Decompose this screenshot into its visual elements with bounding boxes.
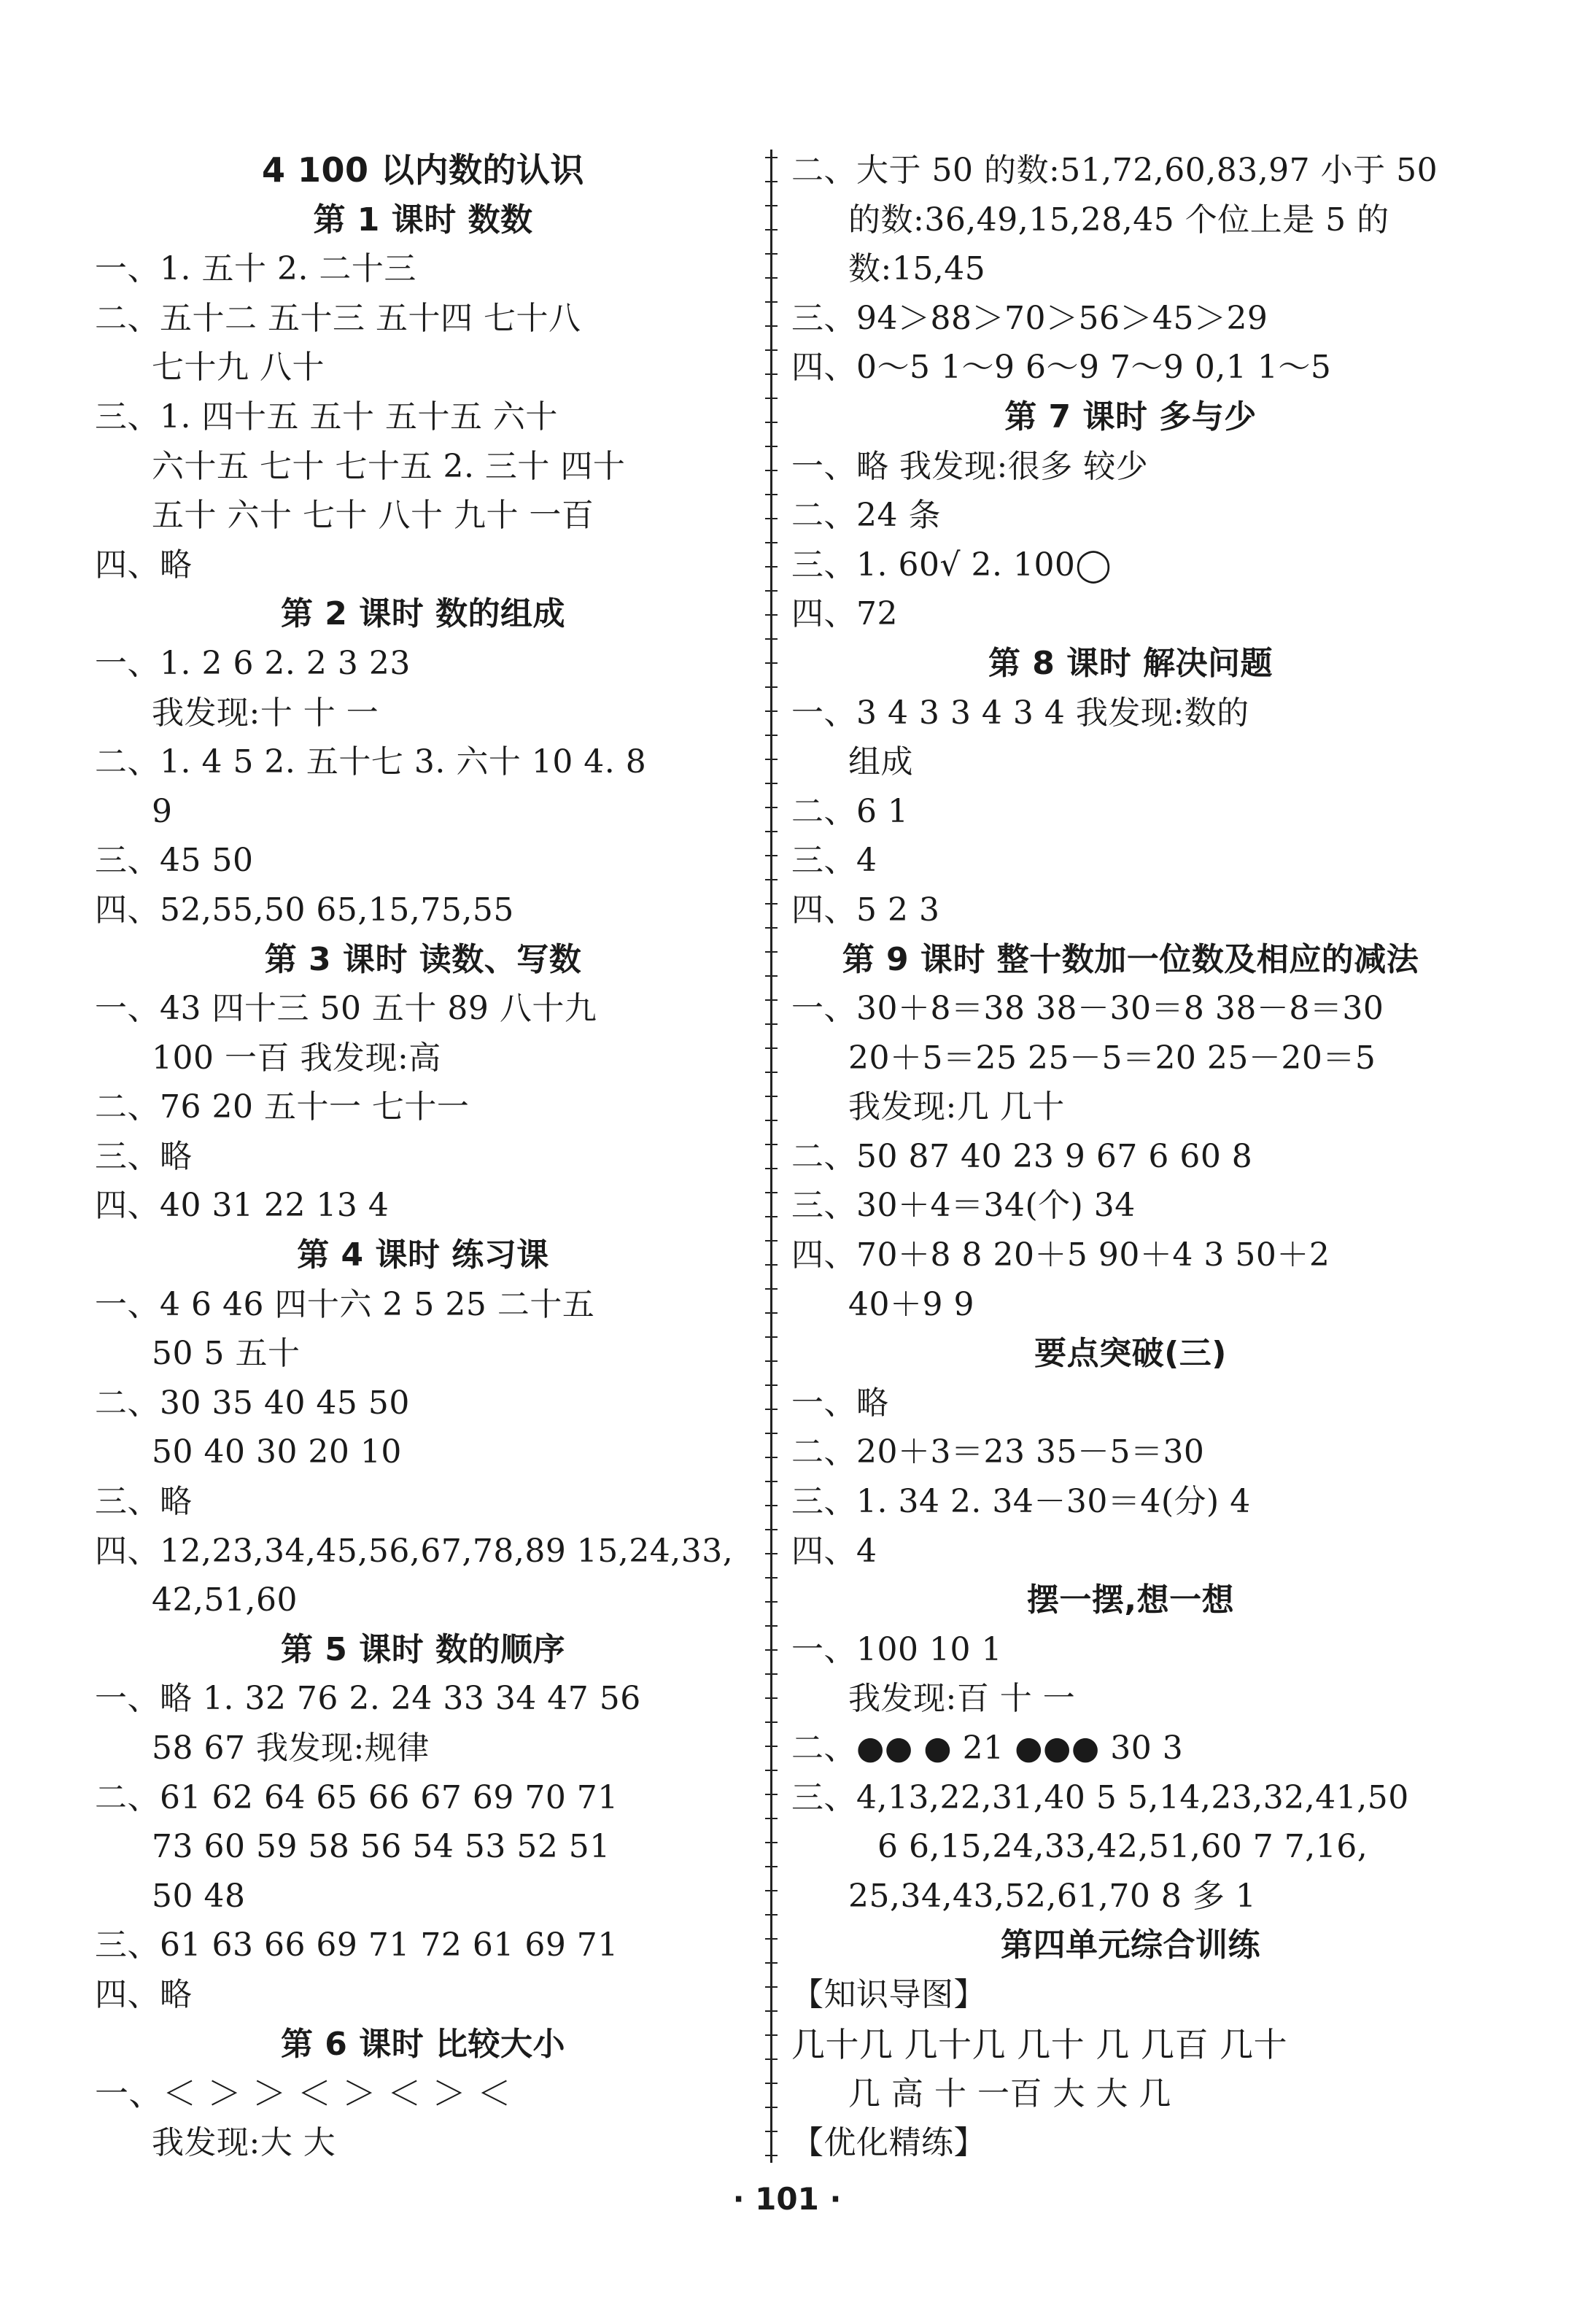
answer-line: 四、略 [95,546,193,584]
divider-tick [765,1842,778,1843]
divider-tick [765,951,778,953]
column-divider [770,150,772,2163]
divider-tick [765,1505,778,1506]
answer-line: 二、61 62 64 65 66 67 69 70 71 [95,1778,619,1816]
answer-line: 三、30＋4＝34(个) 34 [791,1187,1136,1225]
section-heading: 第 5 课时 数的顺序 [280,1630,566,1668]
divider-tick [765,2034,778,2036]
divider-tick [765,807,778,808]
divider-tick [765,638,778,640]
divider-tick [765,205,778,206]
section-heading: 第 9 课时 整十数加一位数及相应的减法 [842,940,1419,978]
answer-line: 【优化精练】 [791,2124,986,2162]
divider-tick [765,1336,778,1338]
divider-tick [765,1794,778,1795]
divider-tick [765,446,778,447]
answer-line: 三、略 [95,1137,193,1175]
answer-line: 四、40 31 22 13 4 [95,1187,389,1225]
answer-line: 数:15,45 [848,250,986,288]
answer-line: 50 5 五十 [152,1335,301,1373]
divider-tick [765,277,778,279]
answer-line: 二、24 条 [791,497,941,535]
divider-tick [765,2107,778,2108]
divider-tick [765,1240,778,1242]
divider-tick [765,2083,778,2084]
answer-line: 四、12,23,34,45,56,67,78,89 15,24,33, [95,1532,734,1570]
divider-tick [765,1601,778,1603]
divider-tick [765,1457,778,1458]
divider-tick [765,1047,778,1049]
divider-tick [765,1697,778,1699]
divider-tick [765,2155,778,2156]
answer-line: 三、1. 60√ 2. 100◯ [791,546,1112,584]
divider-tick [765,253,778,255]
answer-line: 几 高 十 一百 大 大 几 [848,2075,1171,2112]
answer-line: 一、43 四十三 50 五十 89 八十九 [95,990,597,1028]
answer-line: 我发现:大 大 [152,2124,336,2162]
divider-tick [765,301,778,303]
divider-tick [765,349,778,351]
divider-tick [765,1168,778,1169]
answer-line: 几十几 几十几 几十 几 几百 几十 [791,2024,1288,2064]
answer-line: 二、20＋3＝23 35－5＝30 [791,1433,1205,1471]
left-column [95,146,751,2168]
divider-tick [765,2010,778,2012]
answer-line: 73 60 59 58 56 54 53 52 51 [152,1828,610,1866]
section-heading: 第 6 课时 比较大小 [280,2025,566,2063]
divider-tick [765,1096,778,1097]
section-heading: 第 8 课时 解决问题 [988,644,1273,682]
answer-line: 一、略 [791,1384,889,1422]
answer-line: 一、100 10 1 [791,1630,1002,1668]
answer-line: 一、＜ ＞ ＞ ＜ ＞ ＜ ＞ ＜ [95,2074,511,2114]
divider-tick [765,903,778,905]
answer-line: 58 67 我发现:规律 [152,1730,430,1767]
divider-tick [765,1288,778,1290]
divider-tick [765,1312,778,1314]
answer-line: 一、1. 2 6 2. 2 3 23 [95,644,411,682]
divider-tick [765,1721,778,1723]
divider-tick [765,157,778,158]
divider-tick [765,1023,778,1025]
divider-tick [765,566,778,568]
divider-tick [765,1914,778,1916]
answer-line: 6 6,15,24,33,42,51,60 7 7,16, [877,1828,1368,1866]
divider-tick [765,1890,778,1891]
divider-tick [765,1746,778,1747]
divider-tick [765,1673,778,1675]
divider-tick [765,1938,778,1940]
section-heading: 第 1 课时 数数 [313,201,533,239]
divider-tick [765,879,778,880]
divider-tick [765,470,778,471]
divider-tick [765,1986,778,1988]
divider-tick [765,1577,778,1579]
divider-tick [765,662,778,664]
answer-line: 三、1. 34 2. 34－30＝4(分) 4 [791,1483,1251,1521]
answer-line: 二、大于 50 的数:51,72,60,83,97 小于 50 [791,152,1438,189]
divider-tick [765,2058,778,2060]
right-column [791,146,1470,2168]
divider-tick [765,1384,778,1386]
answer-line: 四、4 [791,1532,877,1570]
section-heading: 摆一摆,想一想 [1026,1581,1235,1619]
answer-line: 四、72 [791,595,898,633]
answer-line: 一、略 1. 32 76 2. 24 33 34 47 56 [95,1680,641,1718]
divider-tick [765,1216,778,1217]
divider-tick [765,422,778,423]
divider-tick [765,855,778,856]
answer-line: 二、五十二 五十三 五十四 七十八 [95,299,581,337]
divider-tick [765,1818,778,1819]
divider-tick [765,1770,778,1771]
answer-line: 三、4 [791,842,877,880]
divider-tick [765,494,778,495]
answer-line: 三、略 [95,1483,193,1521]
divider-tick [765,373,778,375]
divider-tick [765,1409,778,1410]
divider-tick [765,1433,778,1434]
section-heading: 第四单元综合训练 [1001,1926,1260,1964]
answer-line: 组成 [848,743,913,781]
divider-tick [765,1120,778,1121]
divider-tick [765,686,778,688]
answer-line: 【知识导图】 [791,1975,986,2013]
answer-line: 四、70＋8 8 20＋5 90＋4 3 50＋2 [791,1236,1330,1274]
answer-line: 五十 六十 七十 八十 九十 一百 [152,497,594,535]
answer-line: 二、●● ● 21 ●●● 30 3 [791,1730,1184,1767]
answer-line: 七十九 八十 [152,349,325,387]
section-heading: 4 100 以内数的认识 [261,150,585,190]
divider-tick [765,542,778,543]
divider-tick [765,518,778,519]
answer-line: 的数:36,49,15,28,45 个位上是 5 的 [848,201,1389,239]
section-heading: 第 2 课时 数的组成 [280,595,566,633]
divider-tick [765,710,778,712]
answer-line: 一、30＋8＝38 38－30＝8 38－8＝30 [791,990,1384,1028]
answer-line: 25,34,43,52,61,70 8 多 1 [848,1877,1257,1915]
answer-line: 我发现:百 十 一 [848,1680,1076,1718]
answer-line: 二、1. 4 5 2. 五十七 3. 六十 10 4. 8 [95,743,647,781]
divider-tick [765,927,778,929]
divider-tick [765,1553,778,1554]
divider-tick [765,181,778,182]
divider-tick [765,1962,778,1964]
divider-tick [765,831,778,832]
section-heading: 第 4 课时 练习课 [297,1236,549,1274]
page-number: · 101 · [732,2181,842,2217]
answer-line: 三、61 63 66 69 71 72 61 69 71 [95,1926,619,1964]
divider-tick [765,229,778,231]
divider-tick [765,1360,778,1362]
answer-line: 50 40 30 20 10 [152,1433,402,1471]
divider-tick [765,1192,778,1193]
answer-line: 四、5 2 3 [791,891,940,929]
answer-line: 40＋9 9 [848,1285,974,1323]
answer-line: 42,51,60 [152,1581,298,1619]
section-heading: 第 7 课时 多与少 [1004,398,1257,435]
answer-line: 二、50 87 40 23 9 67 6 60 8 [791,1137,1253,1175]
divider-tick [765,759,778,760]
divider-tick [765,325,778,327]
divider-tick [765,1144,778,1145]
answer-line: 四、略 [95,1975,193,2013]
divider-tick [765,590,778,592]
divider-tick [765,1866,778,1867]
answer-line: 一、3 4 3 3 4 3 4 我发现:数的 [791,694,1249,732]
divider-tick [765,1072,778,1073]
answer-line: 六十五 七十 七十五 2. 三十 四十 [152,447,626,485]
answer-line: 三、45 50 [95,842,254,880]
answer-line: 100 一百 我发现:高 [152,1039,441,1077]
divider-tick [765,999,778,1001]
answer-line: 三、1. 四十五 五十 五十五 六十 [95,398,558,435]
section-heading: 第 3 课时 读数、写数 [264,940,582,978]
answer-line: 20＋5＝25 25－5＝20 25－20＝5 [848,1039,1376,1077]
answer-line: 三、94＞88＞70＞56＞45＞29 [791,299,1268,337]
answer-line: 一、4 6 46 四十六 2 5 25 二十五 [95,1285,595,1323]
answer-line: 9 [152,792,173,830]
divider-tick [765,1481,778,1482]
answer-line: 二、30 35 40 45 50 [95,1384,410,1422]
divider-tick [765,2131,778,2132]
divider-tick [765,398,778,399]
divider-tick [765,735,778,736]
answer-line: 我发现:十 十 一 [152,694,379,732]
divider-tick [765,1529,778,1530]
answer-line: 四、52,55,50 65,15,75,55 [95,891,514,929]
answer-line: 四、0～5 1～9 6～9 7～9 0,1 1～5 [791,349,1332,387]
answer-line: 一、1. 五十 2. 二十三 [95,250,416,288]
divider-tick [765,1625,778,1627]
divider-tick [765,783,778,784]
section-heading: 要点突破(三) [1034,1335,1227,1373]
answer-line: 50 48 [152,1877,246,1915]
divider-tick [765,1649,778,1651]
divider-tick [765,1264,778,1266]
answer-line: 三、4,13,22,31,40 5 5,14,23,32,41,50 [791,1778,1409,1816]
divider-tick [765,975,778,977]
answer-line: 一、略 我发现:很多 较少 [791,447,1149,485]
divider-tick [765,614,778,616]
answer-line: 二、76 20 五十一 七十一 [95,1088,470,1126]
answer-line: 我发现:几 几十 [848,1088,1065,1126]
answer-line: 二、6 1 [791,792,909,830]
